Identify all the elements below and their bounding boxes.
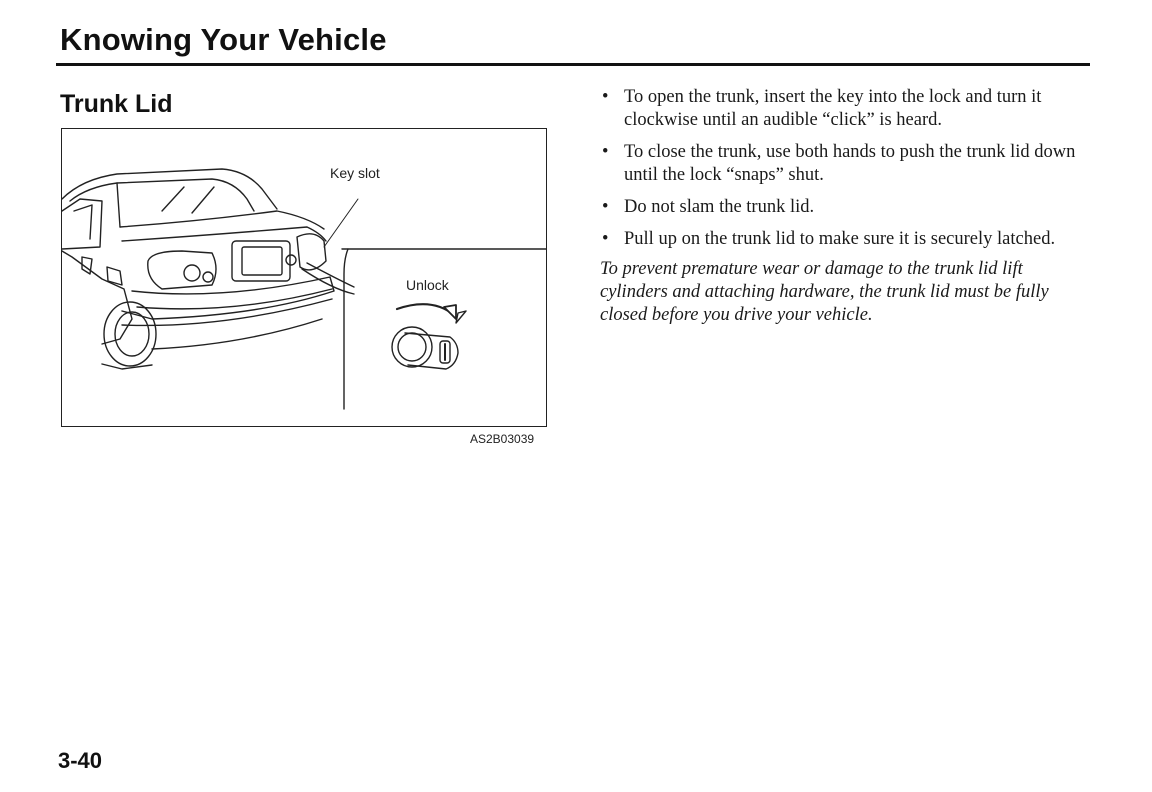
unlock-label: Unlock xyxy=(406,277,449,293)
page-header-title: Knowing Your Vehicle xyxy=(60,22,387,57)
instruction-text: Pull up on the trunk lid to make sure it is securely latched. xyxy=(624,229,1056,249)
bullet-icon: • xyxy=(602,87,609,107)
section-title: Trunk Lid xyxy=(60,90,173,118)
bullet-icon: • xyxy=(602,197,609,217)
bullet-icon: • xyxy=(602,229,609,249)
car-rear-drawing xyxy=(62,129,547,427)
trunk-lid-illustration xyxy=(61,128,547,427)
figure-code: AS2B03039 xyxy=(470,432,535,446)
instruction-list xyxy=(600,86,1090,251)
caution-note: To prevent premature wear or damage to the trunk lid lift cylinders and attaching hardware, the trunk lid must be fully closed before you drive your vehicle. xyxy=(600,259,1049,325)
instruction-item xyxy=(600,86,1090,132)
instruction-text: To open the trunk, insert the key into the lock and turn it clockwise until an audible “click” is heard. xyxy=(624,87,1042,130)
instruction-item xyxy=(600,196,1090,219)
instruction-text: Do not slam the trunk lid. xyxy=(624,197,815,217)
bullet-icon: • xyxy=(602,142,609,162)
instruction-text: To close the trunk, use both hands to push the trunk lid down until the lock “snaps” shut. xyxy=(624,142,1076,185)
page-number: 3-40 xyxy=(58,748,103,773)
key-slot-label: Key slot xyxy=(330,165,380,181)
instruction-item xyxy=(600,141,1090,187)
header-rule xyxy=(56,63,1090,66)
instruction-content xyxy=(600,86,1090,327)
instruction-item xyxy=(600,228,1090,251)
